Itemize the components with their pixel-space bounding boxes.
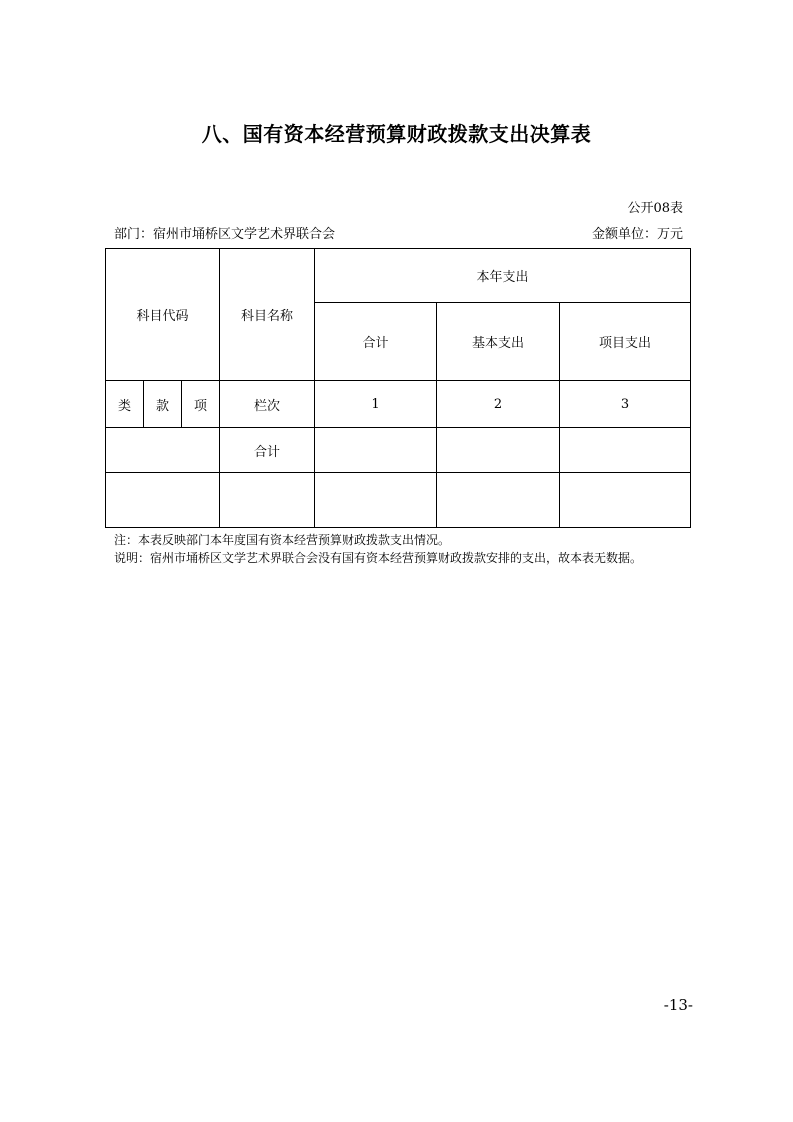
empty-code-cell bbox=[106, 473, 220, 528]
section-cell: 款 bbox=[144, 381, 182, 428]
page-title: 八、国有资本经营预算财政拨款支出决算表 bbox=[201, 122, 592, 146]
total-row-label: 合计 bbox=[220, 428, 315, 473]
empty-name-cell bbox=[220, 473, 315, 528]
explanation-line: 说明：宿州市埇桥区文学艺术界联合会没有国有资本经营预算财政拨款安排的支出，故本表无数据。 bbox=[114, 551, 643, 565]
subject-code-header: 科目代码 bbox=[106, 249, 220, 381]
column-label-cell: 栏次 bbox=[220, 381, 315, 428]
total-row-basic-cell bbox=[437, 428, 560, 473]
form-code: 公开08表 bbox=[627, 201, 683, 216]
total-row-total-cell bbox=[315, 428, 437, 473]
current-year-expense-header: 本年支出 bbox=[315, 249, 691, 303]
empty-basic-cell bbox=[437, 473, 560, 528]
item-cell: 项 bbox=[182, 381, 220, 428]
total-header: 合计 bbox=[315, 303, 437, 381]
header-row-1 bbox=[106, 249, 691, 303]
empty-project-cell bbox=[560, 473, 691, 528]
col-3-index: 3 bbox=[560, 381, 691, 428]
amount-unit-label: 金额单位：万元 bbox=[591, 227, 683, 242]
department-label: 部门：宿州市埇桥区文学艺术界联合会 bbox=[114, 227, 336, 242]
empty-total-cell bbox=[315, 473, 437, 528]
expense-table bbox=[105, 248, 691, 528]
col-2-index: 2 bbox=[437, 381, 560, 428]
col-1-index: 1 bbox=[315, 381, 437, 428]
empty-data-row bbox=[106, 473, 691, 528]
subject-name-header: 科目名称 bbox=[220, 249, 315, 381]
column-index-row bbox=[106, 381, 691, 428]
project-expense-header: 项目支出 bbox=[560, 303, 691, 381]
total-row bbox=[106, 428, 691, 473]
table-notes bbox=[114, 531, 642, 567]
page-number: -13- bbox=[663, 996, 693, 1014]
category-cell: 类 bbox=[106, 381, 144, 428]
note-line: 注：本表反映部门本年度国有资本经营预算财政拨款支出情况。 bbox=[114, 533, 451, 547]
basic-expense-header: 基本支出 bbox=[437, 303, 560, 381]
total-row-code-cell bbox=[106, 428, 220, 473]
total-row-project-cell bbox=[560, 428, 691, 473]
